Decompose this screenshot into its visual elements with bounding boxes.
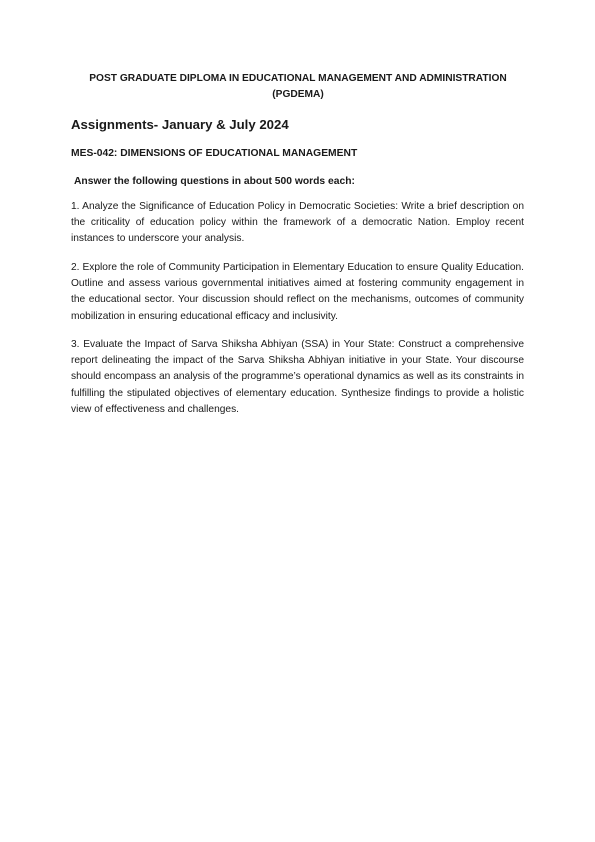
- course-heading: MES-042: DIMENSIONS OF EDUCATIONAL MANAGEMENT: [71, 148, 358, 159]
- question-1: 1. Analyze the Significance of Education Policy in Democratic Societies: Write a brief description on the criticality of education policy within the framework of a democratic Nation. Employ recent instances to underscore your analysis.: [71, 201, 524, 245]
- programme-title: POST GRADUATE DIPLOMA IN EDUCATIONAL MANAGEMENT AND ADMINISTRATION (PGDEMA): [89, 73, 507, 100]
- question-3: 3. Evaluate the Impact of Sarva Shiksha Abhiyan (SSA) in Your State: Construct a comprehensive report delineating the impact of the Sarva Shiksha Abhiyan initiative in your State. Your discourse should encompass an analysis of the programme’s operational dynamics as well as its constraints in fulfilling the stipulated objectives of elementary education. Synthesize findings to provide a holistic view of effectiveness and challenges.: [71, 339, 524, 415]
- assignments-heading: Assignments- January & July 2024: [71, 117, 289, 132]
- question-2: 2. Explore the role of Community Participation in Elementary Education to ensure Quality Education. Outline and assess various governmental initiatives aimed at fostering community engagement in the educational sector. Your discussion should reflect on the mechanisms, outcomes of community mobilization in ensuring educational efficacy and inclusivity.: [71, 262, 524, 322]
- instruction-text: Answer the following questions in about 500 words each:: [74, 176, 355, 187]
